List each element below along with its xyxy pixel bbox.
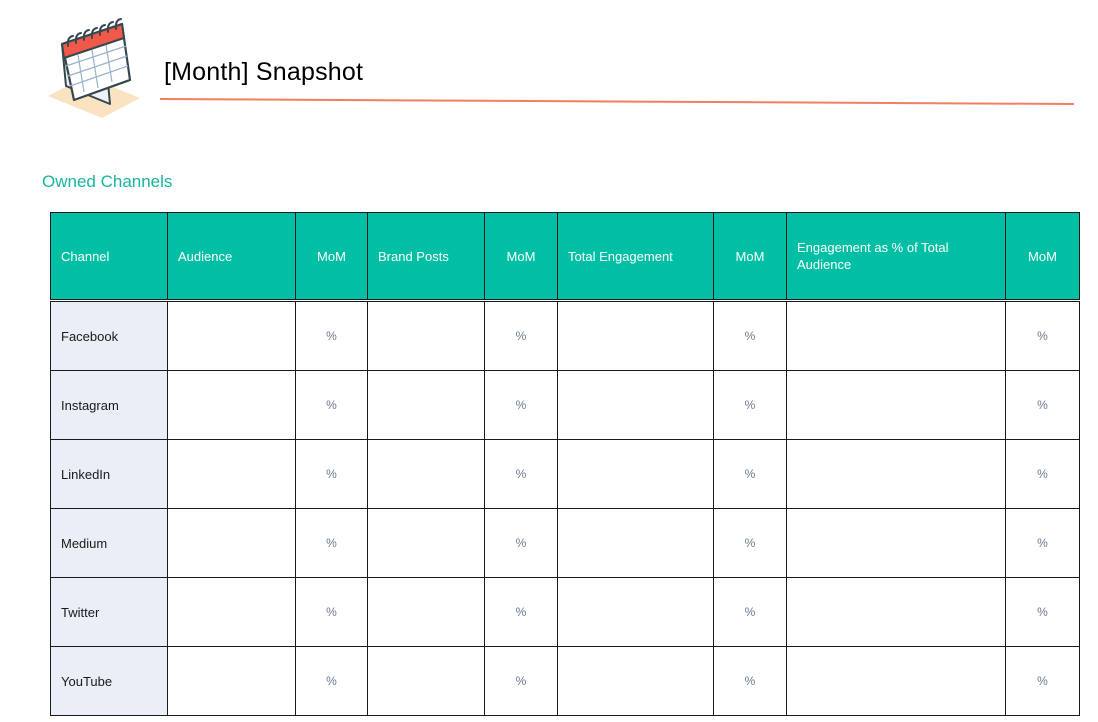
channel-name-cell: YouTube <box>51 647 168 716</box>
total-engagement-mom-cell[interactable]: % <box>714 440 787 509</box>
brand-posts-mom-cell[interactable]: % <box>485 371 558 440</box>
column-header-engagement-pct-mom: MoM <box>1006 213 1080 301</box>
total-engagement-cell[interactable] <box>558 371 714 440</box>
column-header-audience: Audience <box>168 213 296 301</box>
engagement-pct-mom-cell[interactable]: % <box>1006 509 1080 578</box>
audience-mom-cell[interactable]: % <box>296 371 368 440</box>
brand-posts-mom-cell[interactable]: % <box>485 301 558 371</box>
audience-mom-cell[interactable]: % <box>296 440 368 509</box>
total-engagement-mom-cell[interactable]: % <box>714 647 787 716</box>
column-header-total-engagement-mom: MoM <box>714 213 787 301</box>
audience-cell[interactable] <box>168 301 296 371</box>
engagement-pct-mom-cell[interactable]: % <box>1006 371 1080 440</box>
channel-name-cell: Facebook <box>51 301 168 371</box>
brand-posts-cell[interactable] <box>368 440 485 509</box>
title-divider <box>160 95 1074 107</box>
table-row <box>51 509 1080 578</box>
total-engagement-cell[interactable] <box>558 440 714 509</box>
audience-mom-cell[interactable]: % <box>296 301 368 371</box>
table-row <box>51 371 1080 440</box>
engagement-pct-mom-cell[interactable]: % <box>1006 301 1080 371</box>
audience-cell[interactable] <box>168 578 296 647</box>
brand-posts-mom-cell[interactable]: % <box>485 647 558 716</box>
total-engagement-mom-cell[interactable]: % <box>714 301 787 371</box>
audience-cell[interactable] <box>168 371 296 440</box>
total-engagement-cell[interactable] <box>558 301 714 371</box>
desk-calendar-icon <box>44 14 142 120</box>
brand-posts-cell[interactable] <box>368 371 485 440</box>
brand-posts-mom-cell[interactable]: % <box>485 509 558 578</box>
audience-cell[interactable] <box>168 509 296 578</box>
page-title: [Month] Snapshot <box>164 58 364 86</box>
total-engagement-cell[interactable] <box>558 647 714 716</box>
engagement-pct-cell[interactable] <box>787 301 1006 371</box>
table-row <box>51 647 1080 716</box>
audience-mom-cell[interactable]: % <box>296 647 368 716</box>
section-heading: Owned Channels <box>42 172 173 191</box>
channel-name-cell: Medium <box>51 509 168 578</box>
engagement-pct-cell[interactable] <box>787 440 1006 509</box>
total-engagement-mom-cell[interactable]: % <box>714 509 787 578</box>
column-header-brand-posts: Brand Posts <box>368 213 485 301</box>
brand-posts-cell[interactable] <box>368 647 485 716</box>
table-row <box>51 301 1080 371</box>
audience-cell[interactable] <box>168 440 296 509</box>
brand-posts-mom-cell[interactable]: % <box>485 440 558 509</box>
audience-cell[interactable] <box>168 647 296 716</box>
engagement-pct-cell[interactable] <box>787 578 1006 647</box>
audience-mom-cell[interactable]: % <box>296 578 368 647</box>
brand-posts-mom-cell[interactable]: % <box>485 578 558 647</box>
channel-name-cell: Twitter <box>51 578 168 647</box>
total-engagement-cell[interactable] <box>558 578 714 647</box>
total-engagement-mom-cell[interactable]: % <box>714 578 787 647</box>
audience-mom-cell[interactable]: % <box>296 509 368 578</box>
engagement-pct-mom-cell[interactable]: % <box>1006 647 1080 716</box>
brand-posts-cell[interactable] <box>368 578 485 647</box>
brand-posts-cell[interactable] <box>368 301 485 371</box>
brand-posts-cell[interactable] <box>368 509 485 578</box>
column-header-total-engagement: Total Engagement <box>558 213 714 301</box>
engagement-pct-mom-cell[interactable]: % <box>1006 578 1080 647</box>
table-row <box>51 440 1080 509</box>
total-engagement-mom-cell[interactable]: % <box>714 371 787 440</box>
total-engagement-cell[interactable] <box>558 509 714 578</box>
owned-channels-table <box>50 212 1080 716</box>
column-header-engagement-pct: Engagement as % of Total Audience <box>787 213 1006 301</box>
table-header-row <box>51 213 1080 301</box>
table-row <box>51 578 1080 647</box>
engagement-pct-cell[interactable] <box>787 509 1006 578</box>
channel-name-cell: LinkedIn <box>51 440 168 509</box>
channel-name-cell: Instagram <box>51 371 168 440</box>
engagement-pct-cell[interactable] <box>787 647 1006 716</box>
column-header-brand-posts-mom: MoM <box>485 213 558 301</box>
column-header-channel: Channel <box>51 213 168 301</box>
engagement-pct-mom-cell[interactable]: % <box>1006 440 1080 509</box>
column-header-audience-mom: MoM <box>296 213 368 301</box>
engagement-pct-cell[interactable] <box>787 371 1006 440</box>
